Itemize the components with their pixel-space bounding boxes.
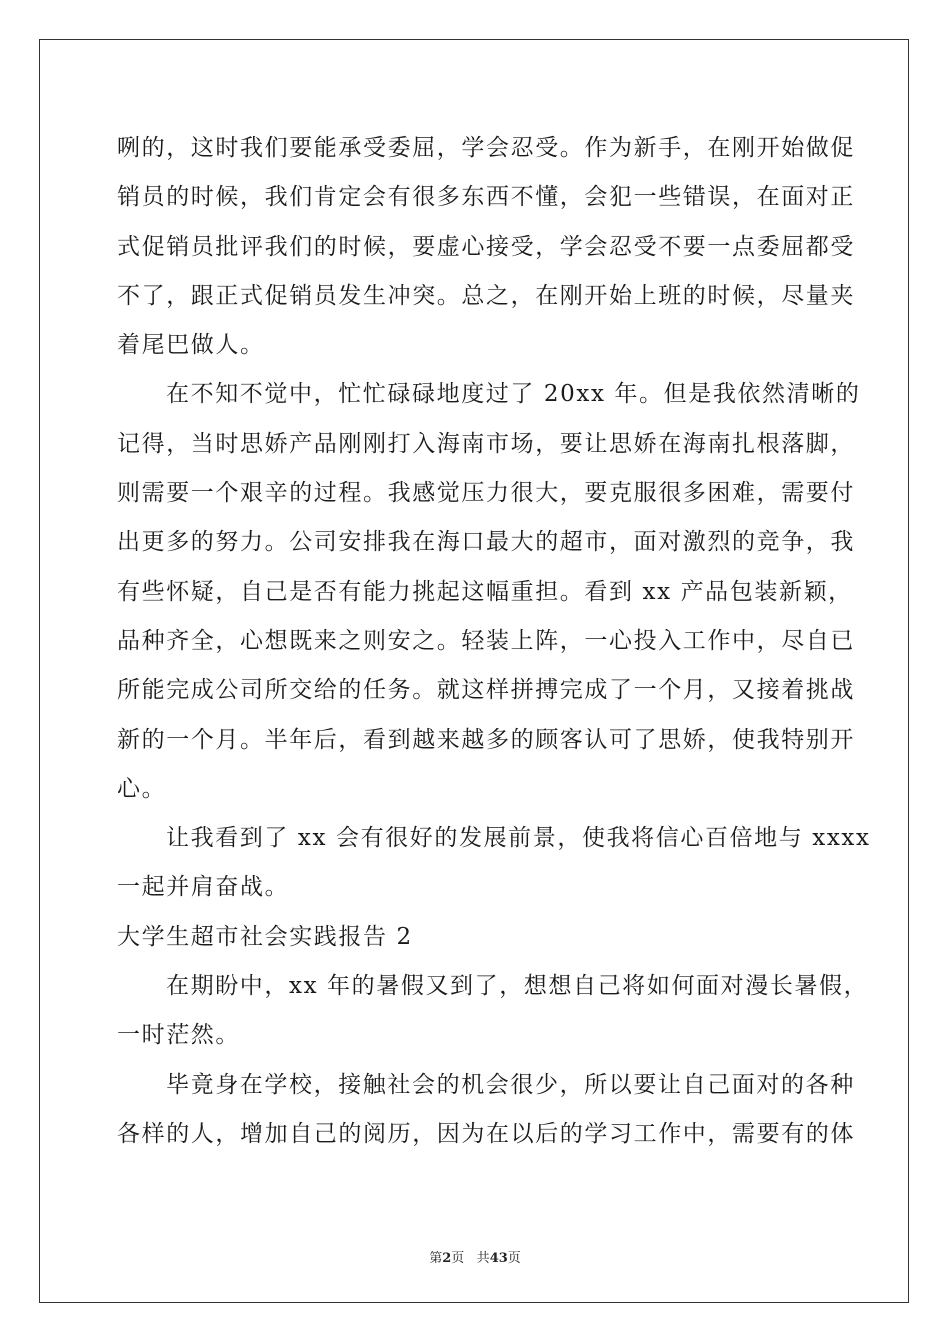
text-line: 则需要一个艰辛的过程。我感觉压力很大，要克服很多困难，需要付 [117, 480, 855, 507]
text-line: 出更多的努力。公司安排我在海口最大的超市，面对激烈的竞争，我 [117, 529, 855, 556]
text-line: 新的一个月。半年后，看到越来越多的顾客认可了思娇，使我特别开 [117, 726, 855, 753]
section-heading: 大学生超市社会实践报告 2 [117, 923, 413, 950]
page-footer [0, 1247, 950, 1266]
text-line: 一起并肩奋战。 [117, 874, 290, 901]
page-current: 2 [442, 1251, 452, 1266]
text-line: 所能完成公司所交给的任务。就这样拼搏完成了一个月，又接着挑战 [117, 677, 855, 704]
text-line: 销员的时候，我们肯定会有很多东西不懂，会犯一些错误，在面对正 [117, 184, 855, 211]
text-line: 品种齐全，心想既来之则安之。轻装上阵，一心投入工作中，尽自已 [117, 627, 855, 654]
page-prefix: 第 [429, 1251, 443, 1266]
text-line: 不了，跟正式促销员发生冲突。总之，在刚开始上班的时候，尽量夹 [117, 282, 855, 309]
page-unit: 页 [451, 1251, 465, 1266]
paragraph-first-line: 在期盼中，xx 年的暑假又到了，想想自己将如何面对漫长暑假， [166, 973, 869, 1000]
document-body [117, 124, 871, 1159]
text-line: 一时茫然。 [117, 1022, 240, 1049]
paragraph-first-line: 让我看到了 xx 会有很好的发展前景，使我将信心百倍地与 xxxx [166, 825, 871, 852]
text-line: 心。 [117, 775, 167, 802]
paragraph-first-line: 毕竟身在学校，接触社会的机会很少，所以要让自己面对的各种 [166, 1071, 855, 1098]
text-line: 各样的人，增加自己的阅历，因为在以后的学习工作中，需要有的体 [117, 1120, 855, 1147]
text-line: 咧的，这时我们要能承受委屈，学会忍受。作为新手，在刚开始做促 [117, 135, 855, 161]
total-unit: 页 [507, 1251, 521, 1266]
text-line: 着尾巴做人。 [117, 332, 265, 359]
text-line: 式促销员批评我们的时候，要虚心接受，学会忍受不要一点委屈都受 [117, 233, 855, 260]
text-line: 记得，当时思娇产品刚刚打入海南市场，要让思娇在海南扎根落脚， [117, 430, 855, 457]
text-line: 有些怀疑，自己是否有能力挑起这幅重担。看到 xx 产品包装新颖， [117, 578, 853, 605]
paragraph-first-line: 在不知不觉中，忙忙碌碌地度过了 20xx 年。但是我依然清晰的 [166, 381, 861, 408]
total-prefix: 共 [476, 1251, 490, 1266]
page-total: 43 [489, 1251, 508, 1266]
